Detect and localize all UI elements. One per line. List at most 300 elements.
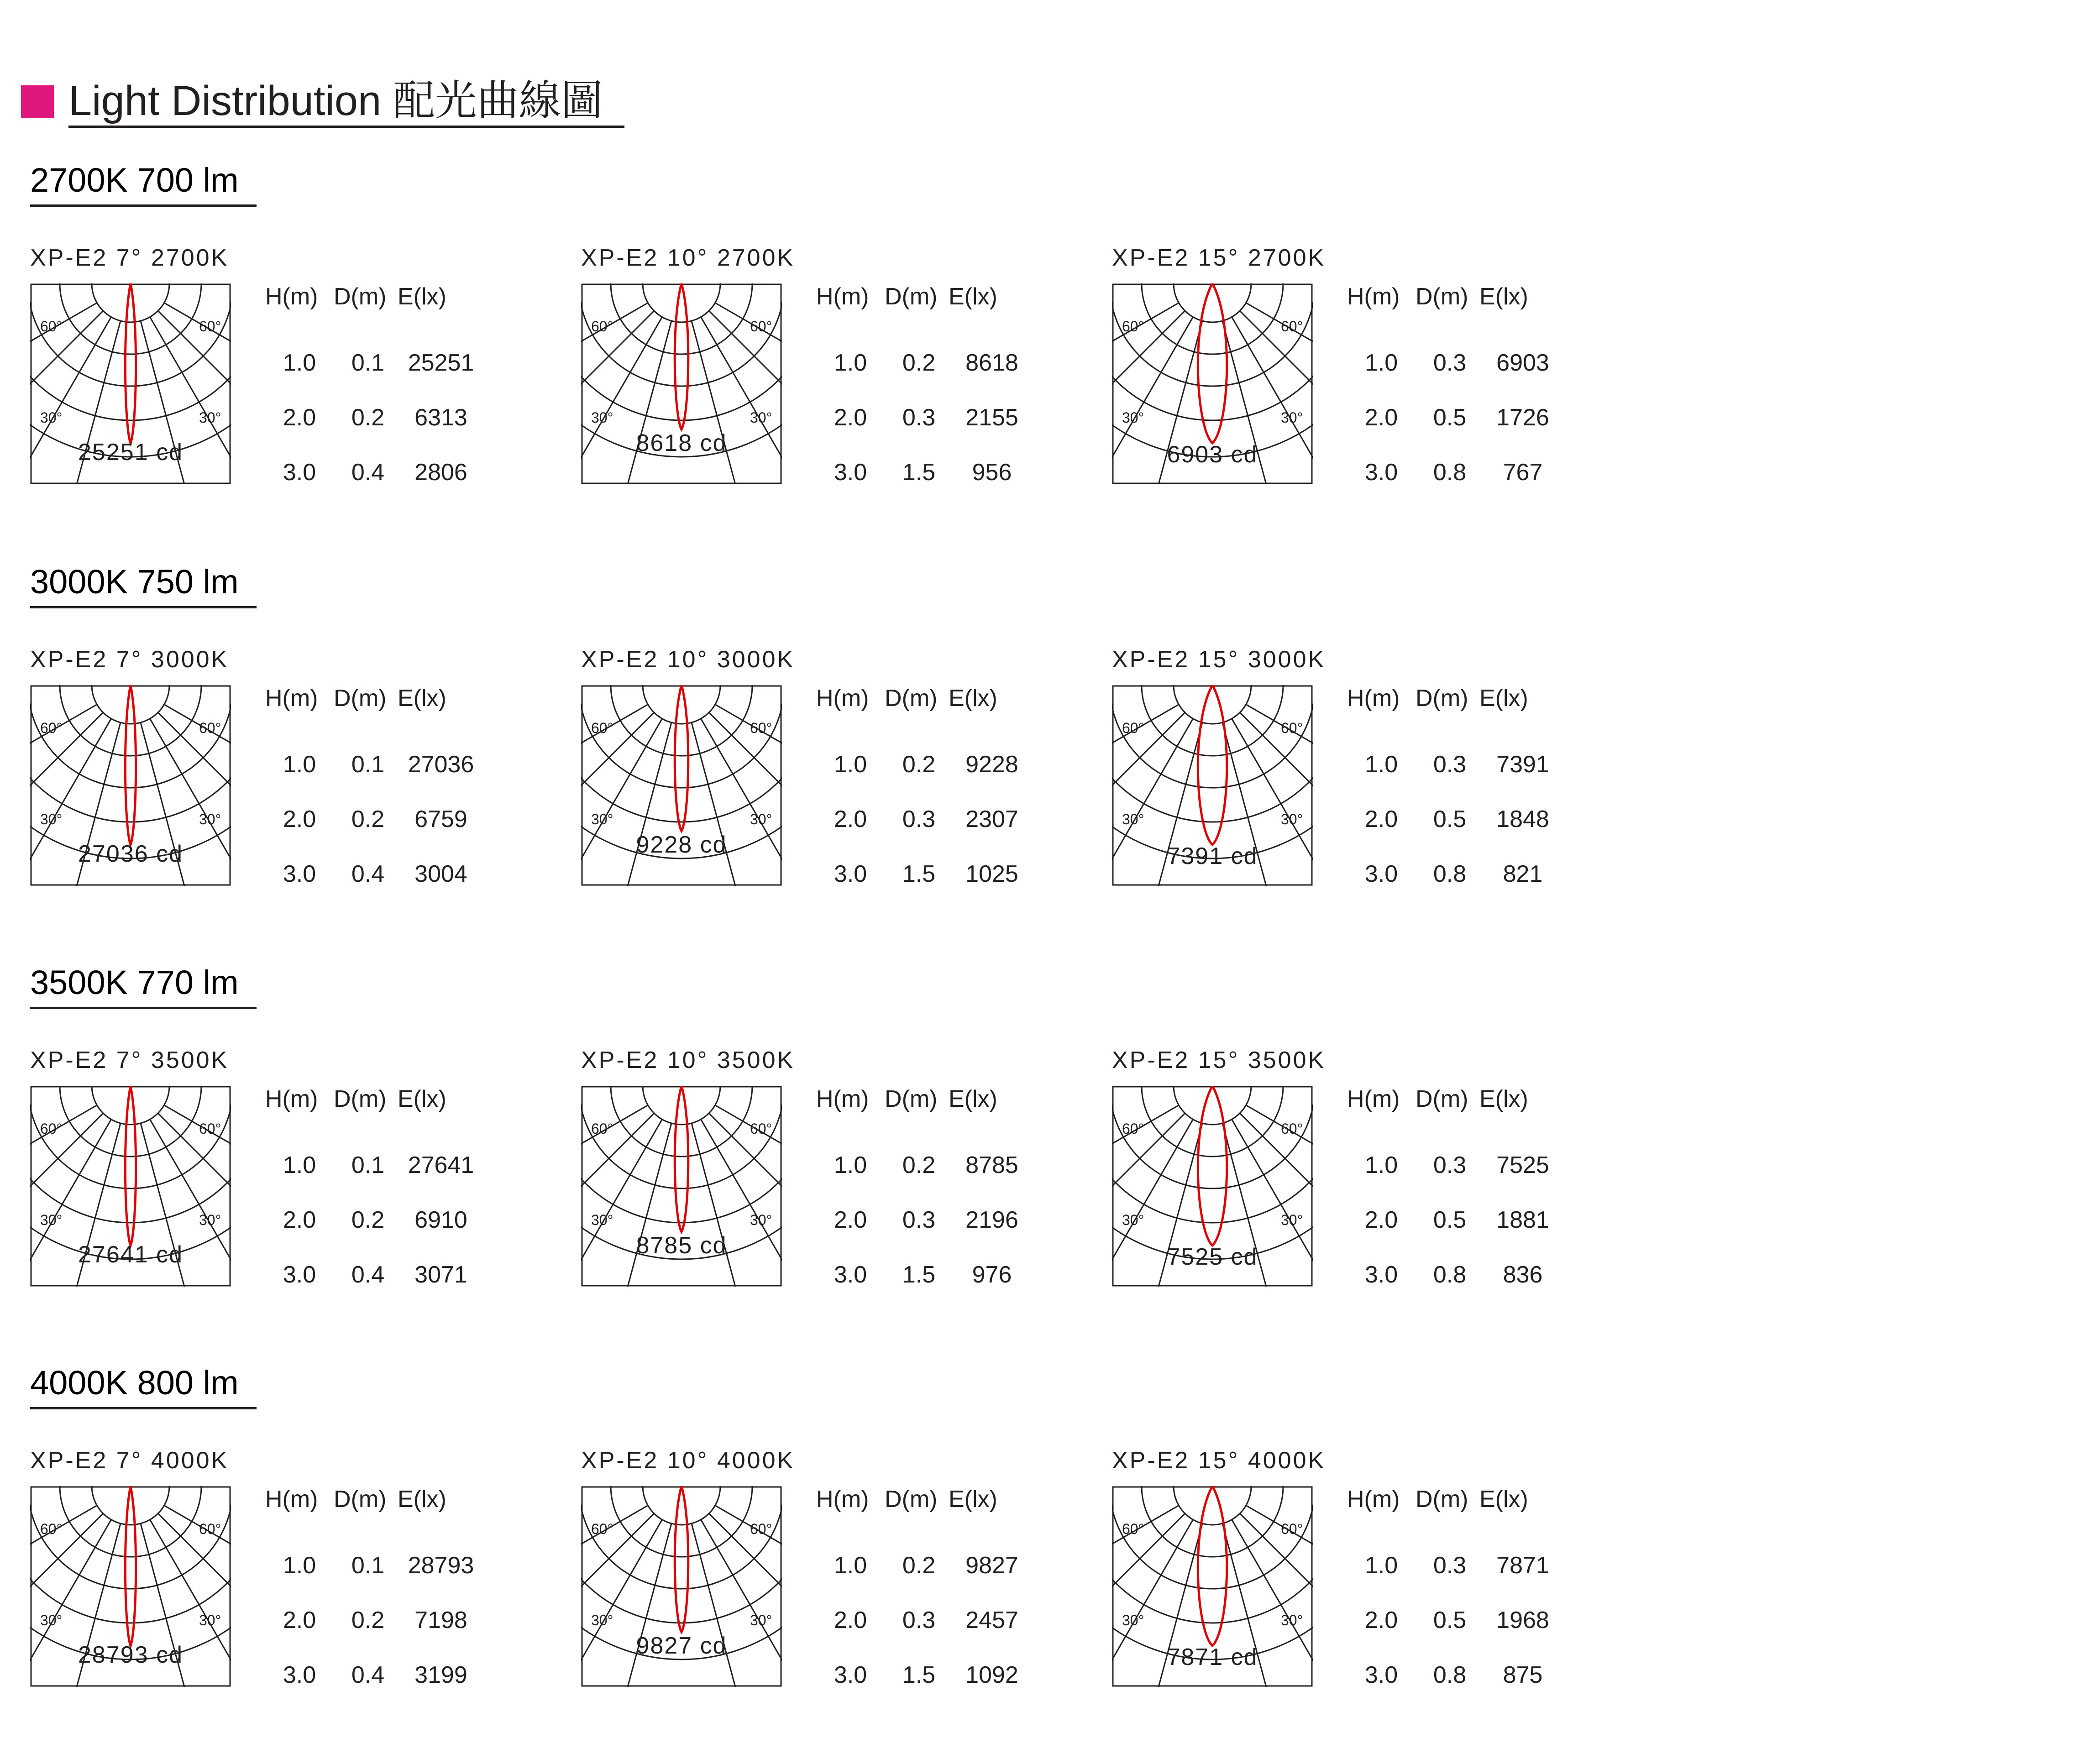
beam-distribution-curve: [675, 283, 688, 429]
angle-label-30-left: 30°: [591, 1212, 613, 1228]
polar-ring-1: [1174, 1086, 1251, 1125]
table-cell-e: 25251: [408, 350, 474, 376]
polar-ring-5: [30, 1086, 231, 1259]
table-cell-d: 0.2: [351, 1207, 385, 1233]
beam-distribution-curve: [1198, 1486, 1227, 1646]
table-cell-e: 1726: [1496, 404, 1549, 431]
polar-ring-4: [1112, 685, 1313, 822]
table-cell-h: 2.0: [834, 806, 867, 832]
polar-diagram: [581, 685, 782, 886]
section-title: 3000K 750 lm: [30, 563, 239, 601]
angle-label-60-right: 60°: [1281, 318, 1303, 335]
section-underline: [30, 1407, 257, 1409]
polar-diagram: [581, 1486, 782, 1687]
table-cell-h: 1.0: [1364, 751, 1398, 778]
table-cell-e: 28793: [408, 1552, 474, 1579]
column-header-e: E(lx): [1479, 685, 1528, 712]
polar-ring-4: [30, 685, 231, 822]
table-cell-e: 3004: [414, 861, 467, 887]
polar-ring-2: [1142, 1486, 1283, 1557]
illuminance-table: [816, 682, 1054, 897]
angle-label-60-right: 60°: [750, 318, 772, 335]
candela-label: 6903 cd: [1167, 441, 1258, 468]
polar-ring-4: [1112, 1486, 1313, 1623]
beam-distribution-curve: [675, 1086, 688, 1232]
polar-ring-4: [1112, 1086, 1313, 1223]
candela-label: 8785 cd: [636, 1232, 727, 1259]
polar-ring-1: [643, 1086, 720, 1125]
table-cell-h: 2.0: [1364, 1207, 1398, 1233]
column-header-e: E(lx): [949, 685, 997, 712]
angle-label-30-right: 30°: [1281, 811, 1303, 827]
table-cell-e: 3071: [414, 1261, 467, 1288]
table-cell-h: 1.0: [1364, 350, 1398, 376]
candela-label: 28793 cd: [78, 1642, 183, 1668]
angle-label-30-right: 30°: [750, 1612, 772, 1628]
polar-ring-3: [581, 1086, 782, 1188]
distribution-block: [581, 1447, 1083, 1721]
angle-label-30-left: 30°: [40, 811, 63, 827]
illuminance-table: [1347, 682, 1584, 897]
table-cell-d: 0.2: [902, 1152, 936, 1178]
distribution-block: [1112, 244, 1614, 518]
table-cell-h: 2.0: [283, 806, 316, 832]
section-underline: [30, 204, 257, 207]
polar-diagram: [1112, 1486, 1313, 1687]
polar-ring-1: [1174, 685, 1251, 724]
table-cell-d: 0.3: [1433, 1552, 1467, 1579]
angle-label-30-left: 30°: [40, 409, 63, 426]
distribution-block: [1112, 1447, 1614, 1721]
beam-distribution-curve: [125, 1486, 136, 1646]
illuminance-table: [816, 281, 1054, 495]
table-cell-e: 8618: [965, 350, 1018, 376]
beam-distribution-curve: [125, 1086, 136, 1246]
column-header-e: E(lx): [949, 1486, 997, 1513]
polar-ring-4: [1112, 283, 1313, 420]
angle-label-30-right: 30°: [750, 409, 772, 426]
table-cell-d: 0.5: [1433, 1607, 1467, 1633]
table-cell-e: 7525: [1496, 1152, 1549, 1178]
angle-label-60-left: 60°: [1122, 720, 1144, 736]
polar-ring-1: [643, 1486, 720, 1525]
column-header-e: E(lx): [398, 1486, 446, 1513]
table-cell-e: 27036: [408, 751, 474, 778]
polar-ring-2: [60, 283, 201, 354]
table-cell-e: 1968: [1496, 1607, 1549, 1633]
column-header-d: D(m): [885, 283, 938, 310]
angle-label-60-left: 60°: [40, 318, 63, 335]
column-header-h: H(m): [816, 1086, 869, 1112]
beam-distribution-curve: [1198, 1086, 1227, 1246]
angle-label-60-left: 60°: [1122, 1120, 1144, 1137]
column-header-e: E(lx): [1479, 283, 1528, 310]
table-cell-h: 1.0: [283, 751, 316, 778]
table-cell-h: 3.0: [1364, 1662, 1398, 1688]
polar-diagram: [1112, 685, 1313, 886]
table-cell-h: 3.0: [1364, 1261, 1398, 1288]
block-label: XP-E2 10° 3000K: [581, 646, 795, 673]
angle-label-30-right: 30°: [199, 409, 221, 426]
distribution-block: [30, 646, 532, 920]
angle-label-60-right: 60°: [1281, 720, 1303, 736]
column-header-h: H(m): [1347, 1486, 1400, 1513]
table-cell-h: 1.0: [283, 1152, 316, 1178]
page-title: Light Distribution 配光曲線圖: [68, 78, 603, 124]
section-underline: [30, 1007, 257, 1009]
table-cell-d: 0.5: [1433, 806, 1467, 832]
angle-label-30-right: 30°: [750, 811, 772, 827]
table-cell-d: 0.3: [902, 1207, 936, 1233]
angle-label-30-right: 30°: [1281, 409, 1303, 426]
candela-label: 7525 cd: [1167, 1244, 1258, 1270]
beam-distribution-curve: [1198, 685, 1227, 845]
section-title: 2700K 700 lm: [30, 161, 239, 199]
table-cell-h: 3.0: [834, 459, 867, 486]
column-header-h: H(m): [816, 283, 869, 310]
column-header-e: E(lx): [949, 283, 997, 310]
table-cell-h: 1.0: [1364, 1552, 1398, 1579]
section-1: [0, 160, 2092, 561]
polar-ring-3: [581, 685, 782, 788]
polar-ring-2: [611, 1086, 752, 1157]
polar-ring-5: [1112, 283, 1313, 457]
polar-diagram: [30, 283, 231, 484]
angle-label-60-left: 60°: [591, 1521, 613, 1537]
column-header-d: D(m): [1416, 685, 1468, 712]
angle-label-30-left: 30°: [591, 1612, 613, 1628]
illuminance-table: [1347, 1483, 1584, 1698]
distribution-block: [581, 646, 1083, 920]
angle-label-60-right: 60°: [1281, 1120, 1303, 1137]
polar-ring-2: [60, 685, 201, 756]
polar-ring-3: [1112, 283, 1313, 386]
table-cell-h: 3.0: [283, 1261, 316, 1288]
polar-ring-1: [1174, 1486, 1251, 1525]
beam-distribution-curve: [675, 685, 688, 831]
column-header-d: D(m): [885, 685, 938, 712]
polar-ring-4: [30, 1086, 231, 1223]
table-cell-d: 0.3: [1433, 1152, 1467, 1178]
column-header-h: H(m): [265, 1486, 318, 1513]
angle-label-30-right: 30°: [199, 1612, 221, 1628]
polar-ring-1: [643, 283, 720, 322]
table-cell-d: 0.1: [351, 1552, 385, 1579]
angle-label-30-left: 30°: [591, 409, 613, 426]
column-header-e: E(lx): [398, 283, 446, 310]
polar-ring-4: [30, 1486, 231, 1623]
polar-ring-5: [1112, 1086, 1313, 1259]
table-cell-d: 1.5: [902, 459, 936, 486]
table-cell-e: 1848: [1496, 806, 1549, 832]
angle-label-60-right: 60°: [199, 1120, 221, 1137]
section-2: [0, 561, 2092, 963]
angle-label-60-left: 60°: [1122, 318, 1144, 335]
table-cell-d: 0.4: [351, 1662, 385, 1688]
section-title: 3500K 770 lm: [30, 963, 239, 1001]
column-header-h: H(m): [816, 685, 869, 712]
block-label: XP-E2 15° 3000K: [1112, 646, 1326, 673]
column-header-d: D(m): [334, 283, 387, 310]
square-marker-icon: [21, 85, 54, 118]
polar-ring-4: [581, 1086, 782, 1223]
table-cell-h: 2.0: [1364, 806, 1398, 832]
angle-label-30-left: 30°: [40, 1212, 63, 1228]
column-header-h: H(m): [816, 1486, 869, 1513]
angle-label-60-right: 60°: [750, 1521, 772, 1537]
polar-ring-3: [1112, 1086, 1313, 1188]
column-header-e: E(lx): [398, 685, 446, 712]
column-header-h: H(m): [1347, 283, 1400, 310]
angle-label-30-right: 30°: [750, 1212, 772, 1228]
block-label: XP-E2 15° 3500K: [1112, 1047, 1326, 1073]
angle-label-60-left: 60°: [591, 318, 613, 335]
polar-ring-3: [30, 685, 231, 788]
table-cell-h: 1.0: [283, 350, 316, 376]
polar-ring-3: [30, 283, 231, 386]
table-cell-e: 7198: [414, 1607, 467, 1633]
polar-ring-4: [581, 283, 782, 420]
illuminance-table: [265, 281, 503, 495]
distribution-block: [30, 1047, 532, 1320]
table-cell-d: 0.2: [902, 1552, 936, 1579]
table-cell-h: 3.0: [283, 459, 316, 486]
table-cell-d: 0.2: [351, 806, 385, 832]
column-header-d: D(m): [1416, 1086, 1468, 1112]
angle-label-60-right: 60°: [750, 720, 772, 736]
angle-label-60-right: 60°: [199, 720, 221, 736]
column-header-d: D(m): [885, 1086, 938, 1112]
polar-diagram: [581, 1086, 782, 1287]
table-cell-e: 875: [1503, 1662, 1543, 1688]
table-cell-h: 2.0: [1364, 404, 1398, 431]
table-cell-e: 767: [1503, 459, 1543, 486]
polar-ring-2: [1142, 685, 1283, 756]
beam-distribution-curve: [125, 283, 136, 443]
polar-ring-4: [30, 283, 231, 420]
candela-label: 7391 cd: [1167, 843, 1258, 869]
column-header-d: D(m): [334, 1486, 387, 1513]
angle-label-60-left: 60°: [591, 720, 613, 736]
block-label: XP-E2 7° 4000K: [30, 1447, 229, 1474]
table-cell-e: 3199: [414, 1662, 467, 1688]
table-cell-d: 0.8: [1433, 459, 1467, 486]
column-header-d: D(m): [1416, 283, 1468, 310]
illuminance-table: [265, 682, 503, 897]
table-cell-d: 0.1: [351, 350, 385, 376]
table-cell-d: 0.4: [351, 1261, 385, 1288]
section-title: 4000K 800 lm: [30, 1364, 239, 1402]
table-cell-h: 1.0: [283, 1552, 316, 1579]
table-cell-d: 0.3: [1433, 751, 1467, 778]
table-cell-e: 976: [972, 1261, 1012, 1288]
section-4: [0, 1362, 2092, 1764]
polar-diagram: [581, 283, 782, 484]
table-cell-d: 0.3: [902, 404, 936, 431]
distribution-block: [30, 244, 532, 518]
column-header-d: D(m): [885, 1486, 938, 1513]
table-cell-h: 3.0: [834, 861, 867, 887]
polar-diagram: [30, 1086, 231, 1287]
table-cell-h: 3.0: [1364, 459, 1398, 486]
column-header-d: D(m): [334, 685, 387, 712]
candela-label: 8618 cd: [636, 430, 727, 456]
polar-ring-3: [30, 1486, 231, 1589]
polar-ring-3: [581, 283, 782, 386]
polar-ring-1: [643, 685, 720, 724]
table-cell-h: 1.0: [834, 1552, 867, 1579]
polar-ring-5: [30, 283, 231, 457]
polar-diagram: [1112, 283, 1313, 484]
table-cell-h: 2.0: [834, 1207, 867, 1233]
illuminance-table: [1347, 281, 1584, 495]
angle-label-30-left: 30°: [1122, 1212, 1144, 1228]
table-cell-d: 0.1: [351, 751, 385, 778]
beam-distribution-curve: [125, 685, 136, 845]
section-3: [0, 962, 2092, 1364]
table-cell-h: 2.0: [283, 404, 316, 431]
table-cell-e: 2155: [965, 404, 1018, 431]
table-cell-d: 0.2: [351, 404, 385, 431]
polar-ring-5: [1112, 1486, 1313, 1659]
table-cell-e: 9827: [965, 1552, 1018, 1579]
candela-label: 27036 cd: [78, 841, 183, 867]
polar-ring-5: [1112, 685, 1313, 858]
table-cell-h: 3.0: [283, 861, 316, 887]
polar-ring-5: [30, 685, 231, 858]
table-cell-h: 3.0: [834, 1662, 867, 1688]
table-cell-h: 2.0: [834, 1607, 867, 1633]
column-header-h: H(m): [265, 1086, 318, 1112]
table-cell-e: 6910: [414, 1207, 467, 1233]
illuminance-table: [265, 1083, 503, 1298]
table-cell-e: 7871: [1496, 1552, 1549, 1579]
block-label: XP-E2 15° 4000K: [1112, 1447, 1326, 1474]
block-label: XP-E2 7° 3000K: [30, 646, 229, 673]
table-cell-d: 1.5: [902, 1261, 936, 1288]
table-cell-h: 1.0: [834, 1152, 867, 1178]
table-cell-d: 0.8: [1433, 1261, 1467, 1288]
candela-label: 27641 cd: [78, 1241, 183, 1268]
table-cell-d: 0.2: [351, 1607, 385, 1633]
angle-label-60-right: 60°: [199, 318, 221, 335]
table-cell-e: 1025: [965, 861, 1018, 887]
table-cell-h: 2.0: [1364, 1607, 1398, 1633]
table-cell-d: 1.5: [902, 1662, 936, 1688]
table-cell-e: 2806: [414, 459, 467, 486]
angle-label-30-right: 30°: [199, 811, 221, 827]
table-cell-h: 3.0: [834, 1261, 867, 1288]
table-cell-d: 0.5: [1433, 404, 1467, 431]
table-cell-d: 0.3: [1433, 350, 1467, 376]
table-cell-h: 2.0: [283, 1607, 316, 1633]
angle-label-60-right: 60°: [1281, 1521, 1303, 1537]
distribution-block: [1112, 646, 1614, 920]
candela-label: 9228 cd: [636, 832, 727, 858]
table-cell-e: 27641: [408, 1152, 474, 1178]
block-label: XP-E2 10° 4000K: [581, 1447, 795, 1474]
illuminance-table: [1347, 1083, 1584, 1298]
table-cell-d: 0.3: [902, 806, 936, 832]
polar-ring-2: [611, 283, 752, 354]
polar-ring-3: [581, 1486, 782, 1589]
table-cell-h: 3.0: [1364, 861, 1398, 887]
polar-ring-4: [581, 1486, 782, 1623]
polar-diagram: [1112, 1086, 1313, 1287]
title-underline: [68, 126, 624, 128]
polar-diagram: [30, 1486, 231, 1687]
candela-label: 7871 cd: [1167, 1644, 1258, 1670]
table-cell-e: 8785: [965, 1152, 1018, 1178]
angle-label-60-left: 60°: [40, 720, 63, 736]
table-cell-h: 1.0: [1364, 1152, 1398, 1178]
column-header-e: E(lx): [949, 1086, 997, 1112]
distribution-block: [581, 1047, 1083, 1320]
table-cell-d: 0.4: [351, 861, 385, 887]
table-cell-d: 1.5: [902, 861, 936, 887]
beam-distribution-curve: [1198, 283, 1227, 443]
column-header-d: D(m): [1416, 1486, 1468, 1513]
table-cell-d: 0.2: [902, 350, 936, 376]
angle-label-30-left: 30°: [1122, 811, 1144, 827]
beam-distribution-curve: [675, 1486, 688, 1632]
table-cell-e: 6903: [1496, 350, 1549, 376]
polar-ring-3: [1112, 1486, 1313, 1589]
angle-label-60-left: 60°: [40, 1521, 63, 1537]
polar-ring-2: [1142, 283, 1283, 354]
table-cell-h: 2.0: [834, 404, 867, 431]
polar-ring-3: [30, 1086, 231, 1188]
angle-label-30-left: 30°: [40, 1612, 63, 1628]
angle-label-60-left: 60°: [40, 1120, 63, 1137]
polar-ring-2: [611, 685, 752, 756]
polar-ring-3: [1112, 685, 1313, 788]
table-cell-e: 836: [1503, 1261, 1543, 1288]
column-header-h: H(m): [265, 283, 318, 310]
table-cell-d: 0.3: [902, 1607, 936, 1633]
column-header-h: H(m): [265, 685, 318, 712]
table-cell-e: 2457: [965, 1607, 1018, 1633]
table-cell-e: 956: [972, 459, 1012, 486]
block-label: XP-E2 7° 2700K: [30, 245, 229, 271]
polar-ring-4: [581, 685, 782, 822]
polar-diagram: [30, 685, 231, 886]
candela-label: 9827 cd: [636, 1633, 727, 1659]
section-underline: [30, 606, 257, 608]
table-cell-e: 6313: [414, 404, 467, 431]
column-header-d: D(m): [334, 1086, 387, 1112]
polar-ring-1: [1174, 283, 1251, 322]
table-cell-d: 0.4: [351, 459, 385, 486]
distribution-block: [30, 1447, 532, 1721]
polar-ring-5: [30, 1486, 231, 1659]
angle-label-60-left: 60°: [1122, 1521, 1144, 1537]
angle-label-30-right: 30°: [199, 1212, 221, 1228]
column-header-h: H(m): [1347, 685, 1400, 712]
table-cell-d: 0.2: [902, 751, 936, 778]
column-header-e: E(lx): [398, 1086, 446, 1112]
block-label: XP-E2 15° 2700K: [1112, 245, 1326, 271]
angle-label-60-left: 60°: [591, 1120, 613, 1137]
distribution-block: [581, 244, 1083, 518]
candela-label: 25251 cd: [78, 439, 183, 466]
illuminance-table: [816, 1483, 1054, 1698]
column-header-e: E(lx): [1479, 1086, 1528, 1112]
column-header-h: H(m): [1347, 1086, 1400, 1112]
polar-ring-2: [60, 1486, 201, 1557]
table-cell-d: 0.8: [1433, 861, 1467, 887]
table-cell-e: 1092: [965, 1662, 1018, 1688]
